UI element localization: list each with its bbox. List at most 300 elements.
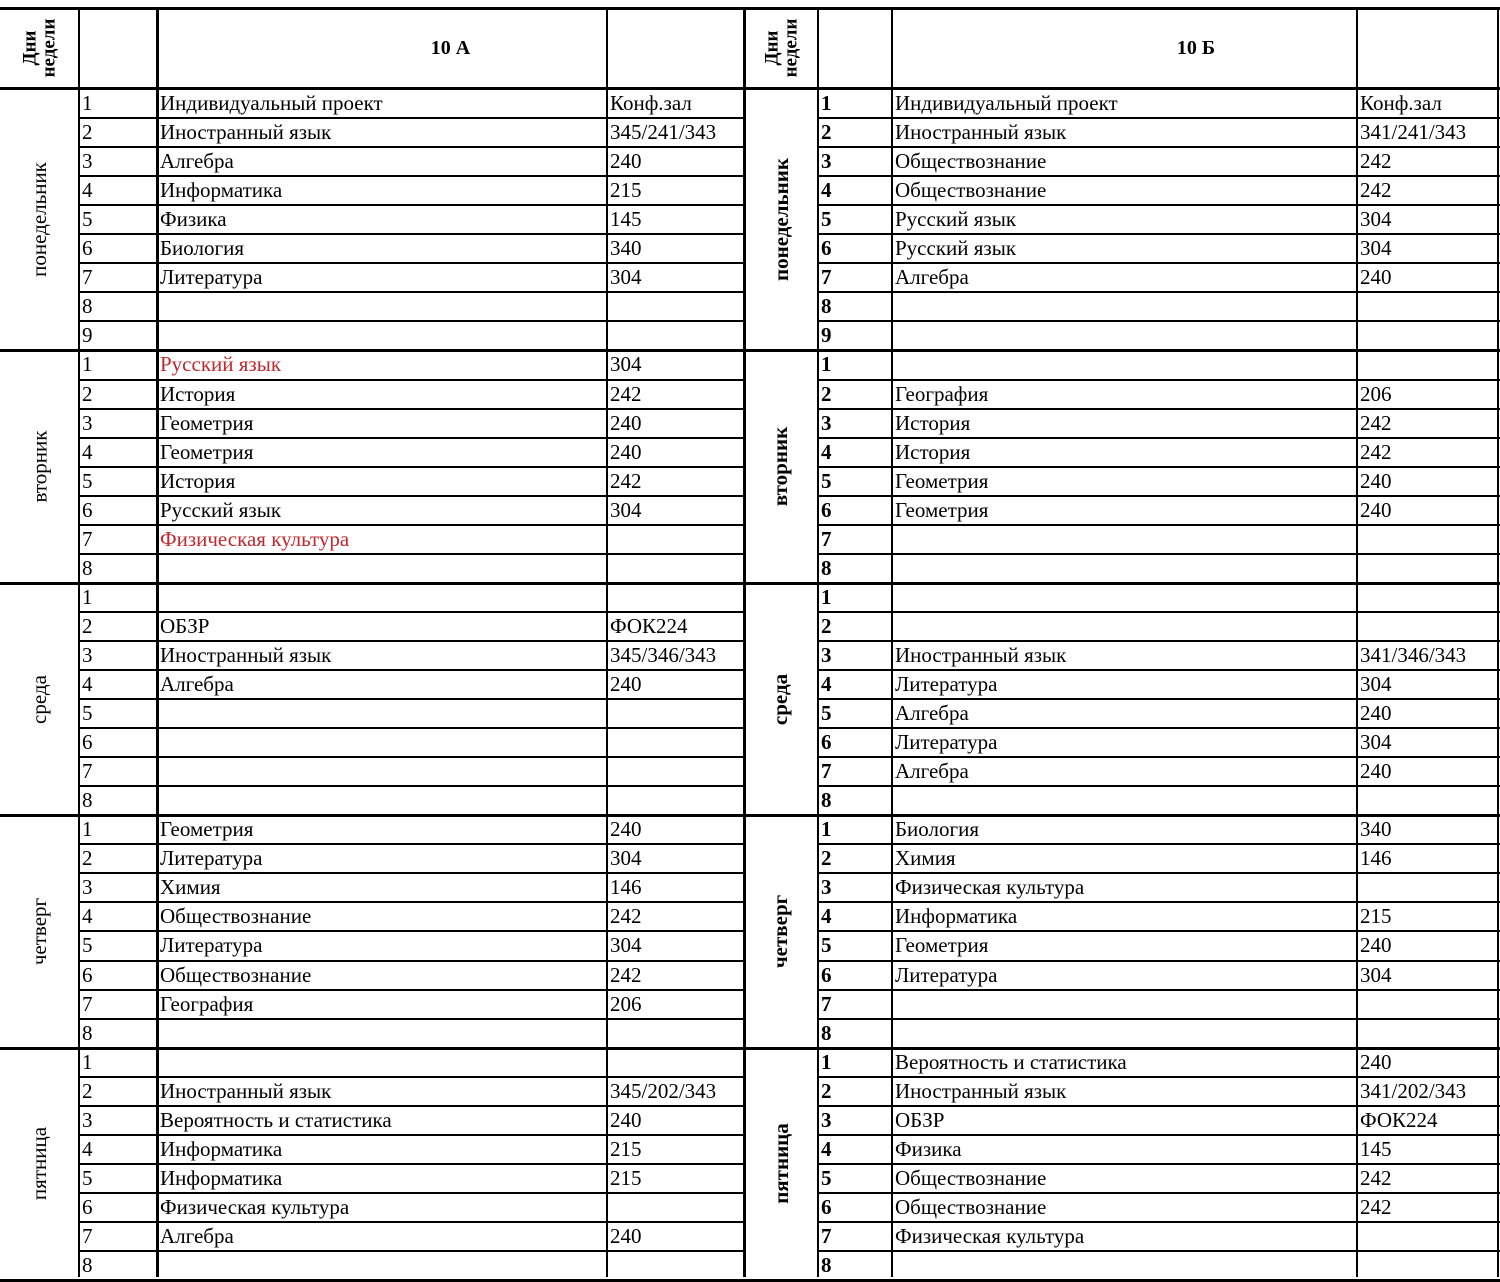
lesson-number: 5 [821, 1165, 832, 1190]
lesson-number: 8 [821, 1020, 832, 1045]
lesson-room [607, 554, 744, 583]
lesson-subject [892, 350, 1357, 379]
row-divider [818, 843, 1500, 845]
lesson-number: 1 [821, 817, 832, 842]
lesson-room [1357, 292, 1500, 321]
lesson-subject: Физика [895, 1136, 962, 1161]
lesson-subject: Литература [160, 265, 263, 290]
lesson-room: 304 [1360, 207, 1392, 232]
row-divider [79, 843, 744, 845]
lesson-number: 8 [82, 788, 93, 813]
lesson-number: 7 [821, 991, 832, 1016]
lesson-room: 215 [1360, 904, 1392, 929]
lesson-subject: История [160, 468, 236, 493]
lesson-subject [892, 990, 1357, 1019]
day-label-b [744, 815, 818, 1047]
lesson-room [1357, 583, 1500, 612]
row-divider [818, 379, 1500, 381]
row-divider [79, 1163, 744, 1165]
lesson-subject: Обществознание [895, 178, 1047, 203]
day-name: среда [27, 674, 51, 724]
day-label-b [744, 350, 818, 582]
lesson-room: ФОК224 [610, 613, 688, 638]
lesson-room: 345/346/343 [610, 642, 717, 667]
lesson-number: 6 [82, 236, 93, 261]
lesson-subject: География [160, 991, 254, 1016]
row-divider [79, 146, 744, 148]
lesson-number: 1 [82, 1049, 93, 1074]
lesson-subject [892, 786, 1357, 815]
lesson-subject: Индивидуальный проект [895, 91, 1118, 115]
lesson-subject: ОБЗР [895, 1107, 945, 1132]
lesson-number: 8 [821, 555, 832, 580]
lesson-room: 206 [1360, 381, 1392, 406]
lesson-subject: Информатика [895, 904, 1018, 929]
lesson-subject: Информатика [160, 1136, 283, 1161]
lesson-room: 340 [610, 236, 642, 261]
lesson-number: 5 [82, 468, 93, 493]
lesson-subject [892, 1251, 1357, 1280]
day-label-a [0, 815, 79, 1047]
days-column-header [0, 8, 79, 88]
lesson-room [1357, 1251, 1500, 1280]
lesson-subject [892, 321, 1357, 350]
lesson-subject: Обществознание [895, 149, 1047, 174]
lesson-number: 2 [821, 846, 832, 871]
lesson-subject: Геометрия [895, 933, 989, 958]
lesson-number: 1 [821, 352, 832, 377]
lesson-number: 4 [82, 904, 93, 929]
lesson-number: 6 [821, 1194, 832, 1219]
row-divider [79, 1018, 744, 1020]
lesson-room: Конф.зал [1360, 91, 1442, 115]
lesson-number: 3 [82, 149, 93, 174]
row-divider [79, 960, 744, 962]
lesson-subject: Алгебра [160, 149, 234, 174]
row-divider [818, 930, 1500, 932]
row-divider [818, 437, 1500, 439]
row-divider [818, 320, 1500, 322]
row-divider [79, 204, 744, 206]
row-divider [79, 437, 744, 439]
lesson-subject: Алгебра [895, 265, 969, 290]
lesson-room: 242 [1360, 178, 1392, 203]
lesson-room: 215 [610, 178, 642, 203]
lesson-room: 240 [610, 410, 642, 435]
lesson-number: 6 [821, 236, 832, 261]
row-divider [79, 901, 744, 903]
day-label-a [0, 350, 79, 582]
row-divider [818, 117, 1500, 119]
lesson-subject: История [895, 439, 971, 464]
row-divider [818, 1163, 1500, 1165]
row-divider [818, 291, 1500, 293]
row-divider [818, 1134, 1500, 1136]
lesson-room: 304 [610, 352, 642, 377]
lesson-number: 4 [821, 672, 832, 696]
days-column-header-text [762, 19, 800, 78]
days-label-line2: недели [38, 18, 60, 78]
header-top-border [0, 7, 1500, 10]
lesson-number: 1 [821, 91, 832, 115]
lesson-number: 8 [821, 1253, 832, 1277]
lesson-room [607, 583, 744, 612]
row-divider [79, 611, 744, 613]
row-divider [79, 262, 744, 264]
lesson-room [1357, 873, 1500, 902]
row-divider [79, 117, 744, 119]
lesson-subject: Биология [895, 817, 980, 842]
lesson-number: 1 [82, 584, 93, 609]
lesson-room: 304 [610, 497, 642, 522]
lesson-subject: Химия [895, 846, 956, 871]
lesson-number: 6 [82, 497, 93, 522]
row-divider [818, 1105, 1500, 1107]
lesson-room [1357, 990, 1500, 1019]
day-name: вторник [768, 426, 793, 507]
lesson-room: 340 [1360, 817, 1392, 842]
column-divider [743, 7, 746, 1277]
lesson-subject: Литература [895, 962, 998, 987]
lesson-number: 5 [82, 1165, 93, 1190]
lesson-number: 8 [82, 1253, 93, 1277]
column-divider [891, 7, 893, 1277]
lesson-subject: Иностранный язык [895, 120, 1067, 145]
row-divider [79, 1192, 744, 1194]
lesson-number: 5 [821, 207, 832, 232]
day-name: пятница [768, 1123, 793, 1205]
row-divider [818, 408, 1500, 410]
class-10a-header: 10 А [430, 36, 471, 59]
row-divider [79, 930, 744, 932]
lesson-subject: Русский язык [160, 497, 282, 522]
lesson-number: 8 [821, 294, 832, 319]
lesson-subject: Русский язык [895, 236, 1017, 261]
lesson-room: 215 [610, 1136, 642, 1161]
lesson-number: 7 [82, 265, 93, 290]
lesson-room [1357, 321, 1500, 350]
row-divider [79, 1076, 744, 1078]
lesson-number: 2 [82, 1078, 93, 1103]
lesson-subject: Алгебра [160, 1223, 234, 1248]
lesson-subject: Химия [160, 875, 221, 900]
lesson-subject [157, 728, 607, 757]
lesson-number: 4 [821, 439, 832, 464]
lesson-subject: История [160, 381, 236, 406]
lesson-subject [892, 554, 1357, 583]
lesson-subject: Иностранный язык [160, 642, 332, 667]
lesson-subject: География [895, 381, 989, 406]
lesson-subject: Обществознание [895, 1165, 1047, 1190]
lesson-subject: Русский язык [160, 352, 282, 377]
row-divider [818, 262, 1500, 264]
lesson-room [1357, 612, 1500, 641]
days-label-line2: недели [780, 18, 801, 78]
lesson-room: Конф.зал [610, 91, 692, 115]
row-divider [818, 553, 1500, 555]
row-divider [818, 204, 1500, 206]
lesson-room: 341/202/343 [1360, 1078, 1467, 1103]
lesson-subject: Геометрия [895, 497, 989, 522]
row-divider [79, 408, 744, 410]
lesson-room [607, 1048, 744, 1077]
row-divider [79, 1134, 744, 1136]
column-divider [817, 7, 819, 1277]
row-divider [818, 785, 1500, 787]
lesson-room: 242 [1360, 439, 1392, 464]
days-column-header-text [21, 19, 59, 78]
row-divider [79, 640, 744, 642]
day-name: понедельник [27, 162, 52, 278]
lesson-room [607, 321, 744, 350]
lesson-subject: Физическая культура [895, 1223, 1085, 1248]
lesson-number: 6 [82, 1194, 93, 1219]
lesson-number: 7 [82, 991, 93, 1016]
lesson-room [607, 292, 744, 321]
lesson-number: 8 [821, 788, 832, 813]
row-divider [818, 1250, 1500, 1252]
lesson-room: 345/241/343 [610, 120, 717, 145]
lesson-number: 8 [82, 1020, 93, 1045]
day-name: среда [768, 673, 793, 725]
lesson-room: 304 [1360, 730, 1392, 755]
lesson-subject: Иностранный язык [895, 642, 1067, 667]
lesson-subject: Литература [895, 672, 998, 696]
lesson-number: 6 [821, 497, 832, 522]
lesson-room: 240 [1360, 265, 1392, 290]
lesson-subject: Обществознание [160, 904, 312, 929]
lesson-room [1357, 1019, 1500, 1048]
lesson-room: 206 [610, 991, 642, 1016]
lesson-subject: Индивидуальный проект [160, 91, 383, 115]
lesson-number: 7 [82, 526, 93, 551]
lesson-room: 240 [610, 1107, 642, 1132]
row-divider [818, 233, 1500, 235]
lesson-room: 341/241/343 [1360, 120, 1467, 145]
lesson-room: 242 [610, 381, 642, 406]
lesson-number: 2 [821, 120, 832, 145]
lesson-subject: Вероятность и статистика [895, 1049, 1127, 1074]
lesson-number: 4 [82, 178, 93, 203]
lesson-subject: Литература [160, 846, 263, 871]
lesson-number: 1 [82, 817, 93, 842]
lesson-number: 2 [82, 381, 93, 406]
lesson-number: 3 [82, 642, 93, 667]
lesson-subject [157, 292, 607, 321]
row-divider [818, 611, 1500, 613]
lesson-room [607, 1251, 744, 1280]
lesson-room [1357, 525, 1500, 554]
day-label-b [744, 583, 818, 815]
lesson-subject: Обществознание [160, 962, 312, 987]
row-divider [818, 698, 1500, 700]
lesson-number: 9 [821, 323, 832, 348]
row-divider [79, 727, 744, 729]
row-divider [818, 495, 1500, 497]
row-divider [818, 466, 1500, 468]
lesson-number: 3 [82, 1107, 93, 1132]
lesson-subject: Геометрия [895, 468, 989, 493]
lesson-number: 3 [82, 410, 93, 435]
lesson-room [607, 786, 744, 815]
lesson-number: 8 [82, 294, 93, 319]
lesson-room: 240 [1360, 1049, 1392, 1074]
row-divider [79, 175, 744, 177]
lesson-subject [892, 292, 1357, 321]
lesson-room: 304 [610, 933, 642, 958]
lesson-subject: ОБЗР [160, 613, 210, 638]
row-divider [79, 872, 744, 874]
row-divider [79, 989, 744, 991]
lesson-number: 5 [82, 933, 93, 958]
lesson-room [607, 1019, 744, 1048]
row-divider [79, 553, 744, 555]
lesson-room [607, 757, 744, 786]
lesson-number: 1 [82, 352, 93, 377]
lesson-subject: Биология [160, 236, 245, 261]
day-label-b [744, 89, 818, 350]
lesson-number: 2 [821, 613, 832, 638]
lesson-room: 146 [610, 875, 642, 900]
row-divider [79, 524, 744, 526]
lesson-room [607, 1193, 744, 1222]
row-divider [79, 1250, 744, 1252]
lesson-room: 240 [610, 439, 642, 464]
lesson-subject: Русский язык [895, 207, 1017, 232]
row-divider [818, 960, 1500, 962]
lesson-room: 240 [610, 672, 642, 696]
lesson-subject [157, 699, 607, 728]
lesson-room: 242 [1360, 149, 1392, 174]
lesson-room [607, 699, 744, 728]
lesson-number: 6 [821, 730, 832, 755]
lesson-subject: Физическая культура [160, 1194, 350, 1219]
lesson-room: 242 [610, 468, 642, 493]
lesson-room: 304 [1360, 962, 1392, 987]
lesson-subject: Алгебра [160, 672, 234, 696]
day-name: вторник [26, 430, 51, 503]
day-label-a [0, 89, 79, 350]
lesson-subject: Информатика [160, 178, 283, 203]
lesson-number: 5 [821, 701, 832, 726]
lesson-room [1357, 350, 1500, 379]
lesson-room: 145 [610, 207, 642, 232]
lesson-room: 304 [610, 265, 642, 290]
lesson-room: 242 [610, 904, 642, 929]
lesson-subject [892, 525, 1357, 554]
days-column-header-b [744, 8, 818, 88]
row-divider [818, 1076, 1500, 1078]
lesson-number: 6 [82, 962, 93, 987]
lesson-number: 5 [82, 701, 93, 726]
lesson-number: 7 [821, 526, 832, 551]
lesson-subject: Информатика [160, 1165, 283, 1190]
lesson-number: 3 [821, 149, 832, 174]
lesson-subject: Вероятность и статистика [160, 1107, 392, 1132]
row-divider [79, 1221, 744, 1223]
lesson-number: 9 [82, 323, 93, 348]
day-name: пятница [27, 1127, 51, 1201]
row-divider [818, 669, 1500, 671]
lesson-room: 242 [1360, 1194, 1392, 1219]
day-name: понедельник [768, 158, 793, 282]
lesson-number: 5 [821, 468, 832, 493]
lesson-number: 6 [82, 730, 93, 755]
lesson-room: 240 [1360, 468, 1392, 493]
day-label-a [0, 1048, 79, 1280]
lesson-subject: Иностранный язык [160, 120, 332, 145]
row-divider [79, 1105, 744, 1107]
lesson-room: 240 [1360, 933, 1392, 958]
row-divider [79, 291, 744, 293]
row-divider [79, 379, 744, 381]
row-divider [79, 495, 744, 497]
lesson-room: 215 [610, 1165, 642, 1190]
lesson-room [1357, 786, 1500, 815]
lesson-room: 240 [1360, 497, 1392, 522]
lesson-number: 7 [82, 1223, 93, 1248]
lesson-number: 3 [821, 875, 832, 900]
lesson-subject: Алгебра [895, 701, 969, 726]
lesson-number: 3 [821, 1107, 832, 1132]
lesson-room: 345/202/343 [610, 1078, 717, 1103]
day-name: четверг [768, 894, 793, 969]
column-divider [156, 7, 159, 1277]
days-label-line1: Дни [761, 30, 782, 66]
lesson-subject [157, 583, 607, 612]
lesson-number: 3 [821, 410, 832, 435]
lesson-number: 2 [821, 381, 832, 406]
lesson-room [607, 728, 744, 757]
column-divider [606, 7, 608, 1277]
lesson-room: 240 [610, 817, 642, 842]
lesson-room: 242 [610, 962, 642, 987]
lesson-subject: Физическая культура [895, 875, 1085, 900]
lesson-room: 240 [1360, 701, 1392, 726]
lesson-number: 5 [821, 933, 832, 958]
lesson-room: 242 [1360, 1165, 1392, 1190]
row-divider [79, 698, 744, 700]
lesson-number: 5 [82, 207, 93, 232]
lesson-subject: Обществознание [895, 1194, 1047, 1219]
row-divider [818, 872, 1500, 874]
lesson-subject: Физика [160, 207, 227, 232]
lesson-subject [157, 1251, 607, 1280]
lesson-number: 8 [82, 555, 93, 580]
lesson-room: 304 [610, 846, 642, 871]
lesson-subject: Иностранный язык [160, 1078, 332, 1103]
lesson-number: 4 [82, 672, 93, 696]
lesson-number: 2 [82, 846, 93, 871]
lesson-subject: История [895, 410, 971, 435]
lesson-subject [157, 1019, 607, 1048]
lesson-number: 2 [82, 613, 93, 638]
lesson-number: 4 [82, 439, 93, 464]
lesson-number: 4 [821, 904, 832, 929]
lesson-room: ФОК224 [1360, 1107, 1438, 1132]
lesson-number: 4 [821, 178, 832, 203]
lesson-subject: Геометрия [160, 439, 254, 464]
lesson-room: 240 [610, 149, 642, 174]
lesson-subject: Иностранный язык [895, 1078, 1067, 1103]
lesson-number: 3 [82, 875, 93, 900]
row-divider [818, 146, 1500, 148]
row-divider [818, 640, 1500, 642]
lesson-number: 4 [82, 1136, 93, 1161]
lesson-subject [892, 583, 1357, 612]
lesson-subject [157, 1048, 607, 1077]
row-divider [79, 756, 744, 758]
